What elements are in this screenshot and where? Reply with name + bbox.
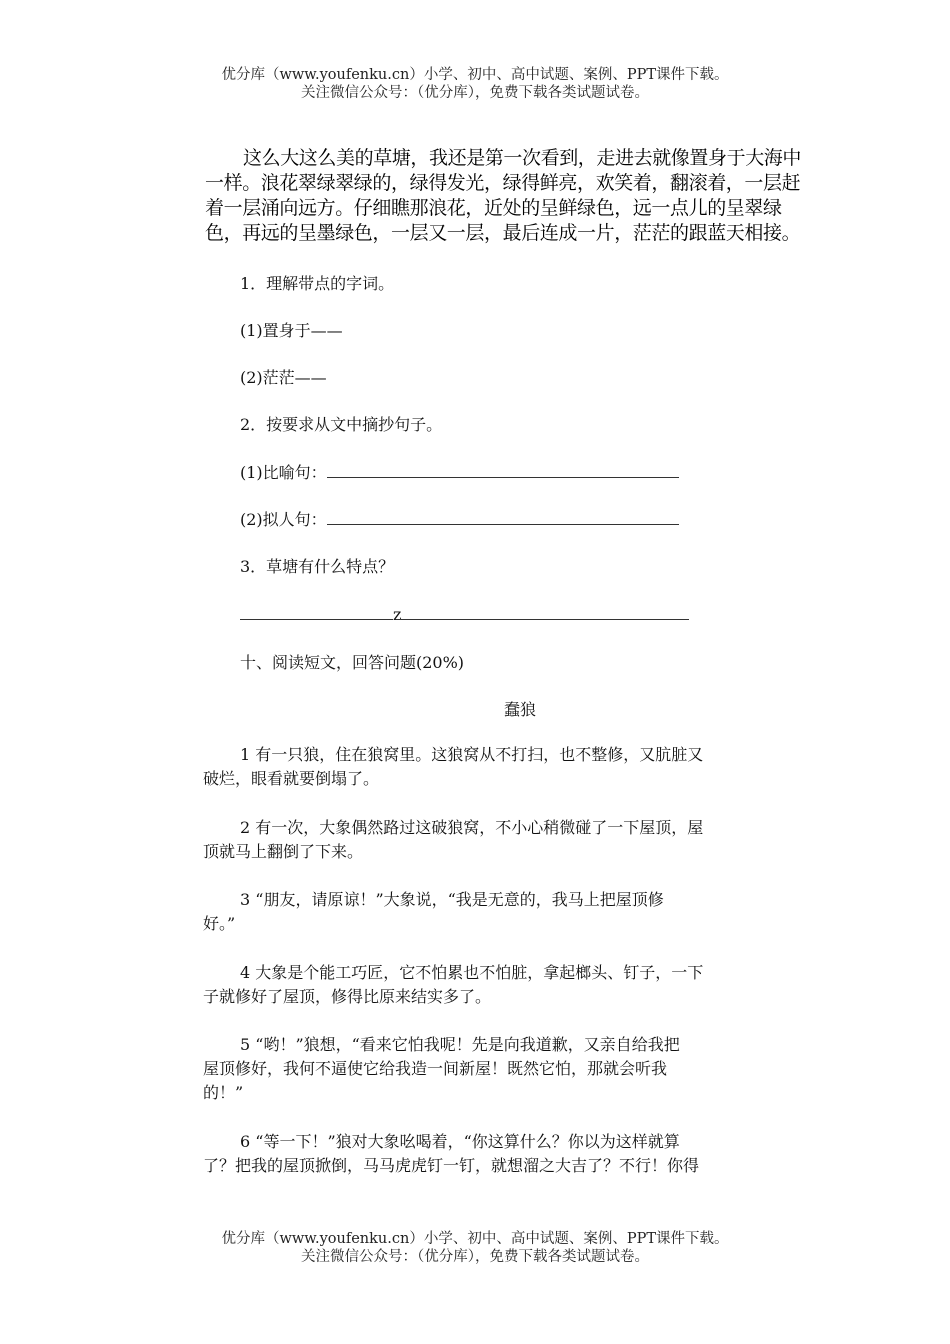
passage-line-2: 一样。浪花翠绿翠绿的，绿得发光，绿得鲜亮，欢笑着，翻滚着，一层赶 bbox=[205, 172, 801, 194]
question-2-1-label: (1)比喻句： bbox=[240, 463, 327, 482]
paragraph-1-line-1: 1 有一只狼，住在狼窝里。这狼窝从不打扫，也不整修，又肮脏又 bbox=[240, 745, 704, 764]
paragraph-6-line-2: 了？把我的屋顶掀倒，马马虎虎钉一钉，就想溜之大吉了？不行！你得 bbox=[203, 1156, 700, 1175]
question-2-2-label: (2)拟人句： bbox=[240, 510, 327, 529]
paragraph-3-line-2: 好。” bbox=[203, 914, 236, 933]
paragraph-1-line-2: 破烂，眼看就要倒塌了。 bbox=[203, 769, 380, 788]
passage-line-3: 着一层涌向远方。仔细瞧那浪花，近处的呈鲜绿色，远一点儿的呈翠绿 bbox=[205, 197, 782, 219]
paragraph-3-line-1: 3 “朋友，请原谅！”大象说，“我是无意的，我马上把屋顶修 bbox=[240, 890, 664, 909]
answer-blank-3a[interactable] bbox=[240, 605, 393, 620]
footer-line-2: 关注微信公众号：（优分库），免费下载各类试题试卷。 bbox=[301, 1249, 649, 1265]
paragraph-5-line-1: 5 “哟！”狼想，“看来它怕我呢！先是向我道歉，又亲自给我把 bbox=[240, 1035, 680, 1054]
story-paragraph-6 bbox=[203, 1130, 803, 1178]
scanned-passage bbox=[205, 146, 815, 246]
footer-line-1: 优分库（www.youfenku.cn）小学、初中、高中试题、案例、PPT课件下载。 bbox=[221, 1231, 729, 1247]
question-3-answer-line bbox=[240, 604, 689, 626]
question-2: 2．按要求从文中摘抄句子。 bbox=[240, 415, 443, 434]
question-1-1: (1)置身于—— bbox=[240, 321, 343, 340]
story-paragraph-3 bbox=[203, 888, 803, 936]
paragraph-5-line-2: 屋顶修好，我何不逼使它给我造一间新屋！既然它怕，那就会听我 bbox=[203, 1059, 668, 1078]
passage-line-1: 这么大这么美的草塘，我还是第一次看到，走进去就像置身于大海中 bbox=[243, 147, 802, 169]
question-2-1 bbox=[240, 462, 679, 484]
page-footer bbox=[0, 1230, 950, 1266]
paragraph-5-line-3: 的！” bbox=[203, 1083, 244, 1102]
passage-line-4: 色，再远的呈墨绿色，一层又一层，最后连成一片，茫茫的跟蓝天相接。 bbox=[205, 222, 801, 244]
question-3: 3．草塘有什么特点？ bbox=[240, 557, 395, 576]
story-paragraph-5 bbox=[203, 1033, 803, 1105]
page-header bbox=[0, 66, 950, 102]
answer-blank-simile[interactable] bbox=[327, 463, 679, 478]
question-1-2: (2)茫茫—— bbox=[240, 368, 327, 387]
story-paragraph-4 bbox=[203, 961, 803, 1009]
story-title: 蠢狼 bbox=[503, 700, 536, 719]
paragraph-2-line-1: 2 有一次，大象偶然路过这破狼窝，不小心稍微碰了一下屋顶，屋 bbox=[240, 818, 704, 837]
question-2-2 bbox=[240, 509, 679, 531]
story-paragraph-1 bbox=[203, 743, 803, 791]
paragraph-6-line-1: 6 “等一下！”狼对大象吆喝着，“你这算什么？你以为这样就算 bbox=[240, 1132, 680, 1151]
paragraph-4-line-2: 子就修好了屋顶，修得比原来结实多了。 bbox=[203, 987, 492, 1006]
paragraph-2-line-2: 顶就马上翻倒了下来。 bbox=[203, 842, 364, 861]
answer-blank-personification[interactable] bbox=[327, 510, 679, 525]
question-3-mark: z bbox=[393, 605, 402, 624]
paragraph-4-line-1: 4 大象是个能工巧匠，它不怕累也不怕脏，拿起榔头、钉子，一下 bbox=[240, 963, 704, 982]
header-line-1: 优分库（www.youfenku.cn）小学、初中、高中试题、案例、PPT课件下载。 bbox=[221, 67, 729, 83]
answer-blank-3b[interactable] bbox=[401, 605, 689, 620]
section-ten-heading: 十、阅读短文，回答问题(20%) bbox=[240, 653, 465, 672]
question-1: 1．理解带点的字词。 bbox=[240, 274, 395, 293]
story-paragraph-2 bbox=[203, 816, 803, 864]
header-line-2: 关注微信公众号：（优分库），免费下载各类试题试卷。 bbox=[301, 85, 649, 101]
